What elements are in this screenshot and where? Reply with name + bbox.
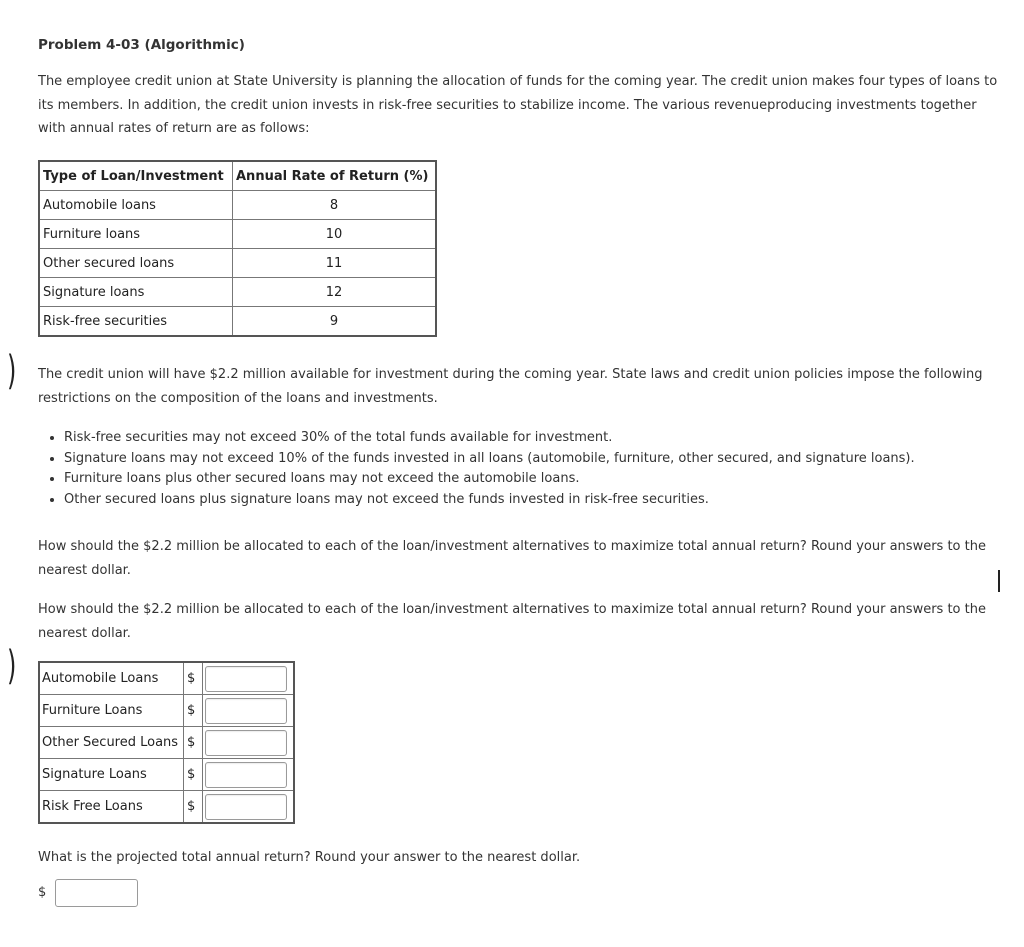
list-item: • Signature loans may not exceed 10% of the funds invested in all loans (automobile, furniture, other secured, and signature loans). <box>64 449 1024 470</box>
automobile-loans-input[interactable] <box>205 666 287 692</box>
table-row <box>39 662 294 695</box>
list-item: • Other secured loans plus signature loans may not exceed the funds invested in risk-free securities. <box>64 490 1024 511</box>
table-row <box>39 191 436 220</box>
loan-type-cell: Signature loans <box>39 278 233 307</box>
intro-paragraph: The employee credit union at State University is planning the allocation of funds for the coming year. The credit union makes four types of loans to its members. In addition, the credit union invests in risk-free securities to stabilize income. The various revenueproducing investments together with annual rates of return are as follows: <box>38 74 998 136</box>
bracket-decoration: ) <box>7 348 17 394</box>
currency-symbol: $ <box>184 791 203 824</box>
table-row <box>39 791 294 824</box>
other-secured-loans-input[interactable] <box>205 730 287 756</box>
currency-symbol: $ <box>184 695 203 727</box>
rates-header-rate: Annual Rate of Return (%) <box>233 161 437 191</box>
table-row <box>39 307 436 337</box>
loan-type-cell: Risk-free securities <box>39 307 233 337</box>
rate-cell: 10 <box>233 220 437 249</box>
restrictions-list <box>38 428 1024 510</box>
currency-symbol: $ <box>184 727 203 759</box>
loan-type-cell: Furniture loans <box>39 220 233 249</box>
allocation-question-repeat: How should the $2.2 million be allocated to each of the loan/investment alternatives to maximize total annual return? Round your answers to the nearest dollar. <box>38 602 986 641</box>
signature-loans-input[interactable] <box>205 762 287 788</box>
list-item: • Furniture loans plus other secured loans may not exceed the automobile loans. <box>64 469 1024 490</box>
table-row <box>39 695 294 727</box>
rate-cell: 12 <box>233 278 437 307</box>
answer-label: Furniture Loans <box>39 695 184 727</box>
total-return-input[interactable] <box>55 879 138 907</box>
table-row <box>39 759 294 791</box>
answer-label: Signature Loans <box>39 759 184 791</box>
loan-type-cell: Automobile loans <box>39 191 233 220</box>
rate-cell: 9 <box>233 307 437 337</box>
rates-header-type: Type of Loan/Investment <box>39 161 233 191</box>
table-row <box>39 727 294 759</box>
currency-symbol: $ <box>184 662 203 695</box>
rates-header-row <box>39 161 436 191</box>
total-return-question: What is the projected total annual return? Round your answer to the nearest dollar. <box>38 850 581 865</box>
text-cursor <box>998 570 1000 592</box>
rate-cell: 11 <box>233 249 437 278</box>
table-row <box>39 220 436 249</box>
currency-symbol: $ <box>38 885 47 900</box>
allocation-question: How should the $2.2 million be allocated to each of the loan/investment alternatives to maximize total annual return? Round your answers to the nearest dollar. <box>38 539 986 578</box>
answers-table <box>38 661 295 824</box>
list-item: • Risk-free securities may not exceed 30% of the total funds available for investment. <box>64 428 1024 449</box>
furniture-loans-input[interactable] <box>205 698 287 724</box>
rate-cell: 8 <box>233 191 437 220</box>
answer-label: Risk Free Loans <box>39 791 184 824</box>
table-row <box>39 278 436 307</box>
loan-type-cell: Other secured loans <box>39 249 233 278</box>
rates-table <box>38 160 437 337</box>
currency-symbol: $ <box>184 759 203 791</box>
bracket-decoration: ) <box>7 643 17 689</box>
problem-title: Problem 4-03 (Algorithmic) <box>38 37 245 53</box>
funds-paragraph: The credit union will have $2.2 million available for investment during the coming year. State laws and credit union policies impose the following restrictions on the composition of the loans and investments. <box>38 367 983 406</box>
answer-label: Other Secured Loans <box>39 727 184 759</box>
answer-label: Automobile Loans <box>39 662 184 695</box>
risk-free-loans-input[interactable] <box>205 794 287 820</box>
table-row <box>39 249 436 278</box>
